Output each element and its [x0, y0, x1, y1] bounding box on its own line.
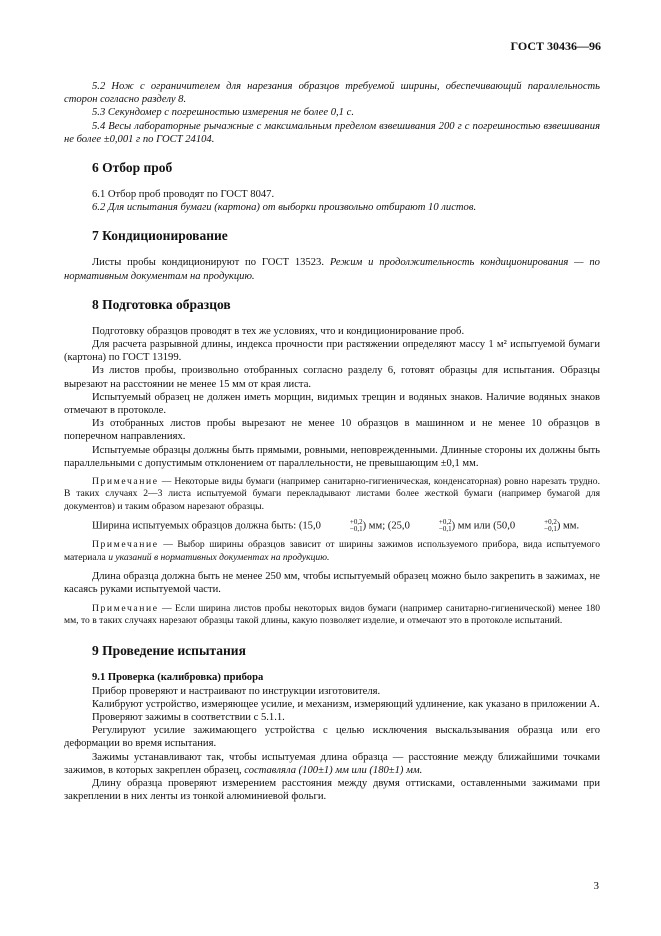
clause-5-4: 5.4 Весы лабораторные рычажные с максимальным пределом взвешивания 200 г с погрешностью взвешивания не более ±0,001 г по ГОСТ 24104. [64, 120, 600, 145]
document-body [64, 80, 600, 803]
clause-6-2: 6.2 Для испытания бумаги (картона) от выборки произвольно отбирают 10 листов. [92, 202, 477, 214]
sample-width-line: Ширина испытуемых образцов должна быть: (15,0 +0,2 −0,1 ) мм; (25,0 +0,2 −0,1 ) мм или (50,0 +0,2 −0,1 ) мм. [92, 518, 580, 534]
note-1: Примечание — Некоторые виды бумаги (например санитарно-гигиеническая, конденсаторная) ровно нарезать трудно. В таких случаях 2—3 листа испытуемой бумаги перекладывают листами более жесткой бумаги (например бумагой для документов) и таким образом нарезают образцы. [64, 476, 600, 512]
section-6-title: 6 Отбор проб [92, 160, 173, 176]
section-9-para: Длину образца проверяют измерением расстояния между двумя оттисками, оставленными зажимами при закреплении в них ленты из тонкой алюминиевой фольги. [64, 777, 600, 803]
section-9-title: 9 Проведение испытания [92, 643, 246, 659]
section-8-para: Подготовку образцов проводят в тех же условиях, что и кондиционирование проб. [92, 325, 465, 337]
note-2: Примечание — Выбор ширины образцов зависит от ширины зажимов используемого прибора, вида испытуемого материала и указаний в нормативных документах на продукцию. [64, 539, 600, 563]
section-9-para: Калибруют устройство, измеряющее усилие, и механизм, измеряющий удлинение, как указано в приложении А. [92, 698, 600, 710]
clause-5-3: 5.3 Секундомер с погрешностью измерения не более 0,1 с. [92, 107, 354, 119]
tolerance: +0,2 −0,1 [349, 518, 363, 534]
clause-5-2: 5.2 Нож с ограничителем для нарезания образцов требуемой ширины, обеспечивающий параллельность сторон согласно разделу 8. [64, 81, 600, 106]
section-8-para: Из листов пробы, произвольно отобранных согласно разделу 6, готовят образцы для испытания. Образцы вырезают на расстоянии не менее 15 мм от края листа. [64, 365, 600, 390]
section-8-para: Испытуемый образец не должен иметь морщин, видимых трещин и водяных знаков. Наличие водяных знаков отмечают в протоколе. [64, 391, 600, 417]
section-7-text: Листы пробы кондиционируют по ГОСТ 13523. Режим и продолжительность кондиционирования — по нормативным документам на продукцию. [64, 257, 600, 282]
page-number: 3 [593, 880, 599, 892]
section-9-para: Зажимы устанавливают так, чтобы испытуемая длина образца — расстояние между ближайшими точками зажимов, в которых закреплен образец, составляла (100±1) мм или (180±1) мм. [64, 751, 600, 776]
note-3: Примечание — Если ширина листов пробы некоторых видов бумаги (например санитарно-гигиенической) менее 180 мм, то в таких случаях нарезают образцы такой длины, какую позволяет изделие, и отмечают это в протоколе испытаний. [64, 602, 600, 626]
section-8-title: 8 Подготовка образцов [92, 296, 231, 312]
tolerance: +0,2 −0,1 [544, 518, 557, 534]
clause-6-1: 6.1 Отбор проб проводят по ГОСТ 8047. [92, 189, 275, 201]
section-8-para: Из отобранных листов пробы вырезают не менее 10 образцов в машинном и не менее 10 образцов в поперечном направлениях. [64, 418, 600, 443]
subsection-9-1-title: 9.1 Проверка (калибровка) прибора [92, 672, 264, 684]
section-7-title: 7 Кондиционирование [92, 228, 228, 244]
tolerance: +0,2 −0,1 [438, 518, 452, 534]
section-8-para: Испытуемые образцы должны быть прямыми, ровными, неповрежденными. Длинные стороны их должны быть параллельными с допустимым отклонением от параллельности, не превышающим ±0,1 мм. [64, 444, 600, 469]
sample-length-para: Длина образца должна быть не менее 250 мм, чтобы испытуемый образец можно было закрепить в зажимах, не касаясь руками испытуемой части. [64, 571, 600, 596]
section-9-para: Регулируют усилие зажимающего устройства с целью исключения выскальзывания образца или его деформации во время испытания. [64, 725, 600, 750]
section-9-para: Прибор проверяют и настраивают по инструкции изготовителя. [92, 685, 381, 697]
page-header: ГОСТ 30436—96 [510, 39, 601, 53]
section-9-para: Проверяют зажимы в соответствии с 5.1.1. [92, 711, 285, 723]
section-8-para: Для расчета разрывной длины, индекса прочности при растяжении определяют массу 1 м² испытуемой бумаги (картона) по ГОСТ 13199. [64, 339, 600, 364]
